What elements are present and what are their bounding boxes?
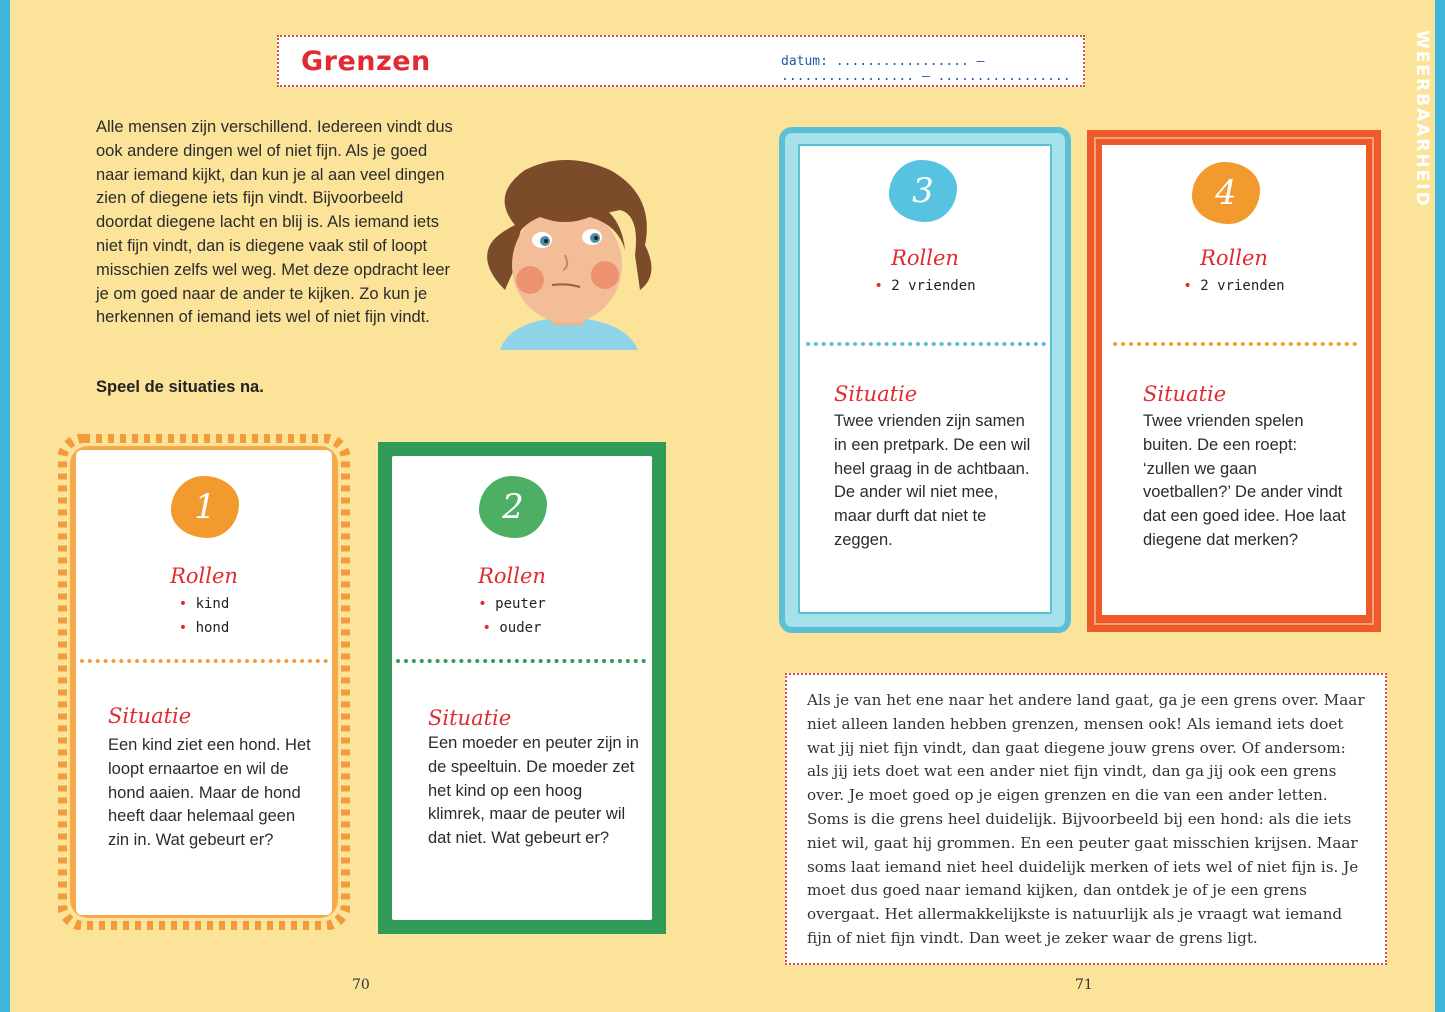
role-item: • hond [178,620,230,636]
section-side-label: WEERBAARHEID [1412,30,1432,208]
situatie-heading: Situatie [834,382,918,406]
left-page-edge [0,0,10,1012]
situatie-text: Twee vrienden zijn samen in een pretpark. De een wil heel graag in de achtbaan. De ander wil niet mee, maar durft dat niet te zeggen. [834,412,1031,549]
rollen-heading: Rollen [170,564,238,588]
situation-card-2 [376,440,668,936]
card-number-badge: 3 [889,160,957,222]
role-list [778,274,1072,298]
card-number-badge: 1 [171,476,239,538]
situatie-heading: Situatie [1143,382,1227,406]
right-page-edge [1435,0,1445,1012]
card-divider [1113,342,1357,346]
situation-card-4 [1085,128,1383,634]
situatie-heading: Situatie [108,704,192,728]
card-number-badge: 2 [479,476,547,538]
situatie-text: Twee vrienden spelen buiten. De een roept: ‘zullen we gaan voetballen?’ De ander vindt dat een goed idee. Hoe laat diegene dat merken? [1143,412,1346,549]
role-item: • 2 vrienden [1183,278,1285,294]
role-item: • ouder [482,620,542,636]
date-label: datum: [781,54,828,69]
page-number-right: 71 [1075,977,1093,993]
role-list [1085,274,1383,298]
situatie-text: Een moeder en peuter zijn in de speeltuin. De moeder zet het kind op een hoog klimrek, maar de peuter wil dat niet. Wat gebeurt er? [428,734,639,848]
child-face-illustration [470,155,665,355]
card-divider [80,659,328,663]
page-title: Grenzen [301,46,431,77]
title-bar [277,35,1085,87]
role-item: • kind [178,596,230,612]
date-field [781,54,1083,84]
situatie-text: Een kind ziet een hond. Het loopt ernaartoe en wil de hond aaien. Maar de hond heeft daar helemaal geen zin in. Wat gebeurt er? [108,736,311,850]
role-list [366,592,658,640]
info-box: Als je van het ene naar het andere land gaat, ga je een grens over. Maar niet alleen landen hebben grenzen, mensen ook! Als iemand iets doet wat jij niet fijn vindt, dan gaat diegene jouw grens over. Of andersom: als jij iets doet wat een ander niet fijn vindt, dan ga jij ook een grens over. Je moet goed op je eigen grenzen en die van een ander letten. Soms is die grens heel duidelijk. Bijvoorbeeld bij een hond: als die iets niet wil, gaat hij grommen. En een peuter gaat misschien krijsen. Maar soms laat iemand niet heel duidelijk merken of iets wel of niet fijn is. Je moet dus goed naar iemand kijken, dan ontdek je of je een grens overgaat. Het allermakkelijkste is natuurlijk als je vraagt wat iemand fijn of niet fijn vindt. Dan weet je zeker waar de grens ligt. [785,673,1387,965]
intro-text: Alle mensen zijn verschillend. Iedereen vindt dus ook andere dingen wel of niet fijn. Als je goed naar iemand kijkt, dan kun je al aan veel dingen zien of diegene iets fijn vindt. Bijvoorbeeld doordat diegene lacht en blij is. Als iemand iets niet fijn vindt, dan is diegene vaak stil of loopt misschien zelfs wel weg. Met deze opdracht leer je om goed naar de ander te kijken. Zo kun je herkennen of iemand iets wel of niet fijn vindt. [96,118,453,327]
instruction-text: Speel de situaties na. [96,378,264,396]
page-number-left: 70 [352,977,370,993]
card-divider [396,659,646,663]
date-blank: ................. – ................. – ................. [781,54,1071,84]
role-item: • peuter [478,596,546,612]
situation-card-1 [58,434,350,930]
card-number-badge: 4 [1192,162,1260,224]
role-list [58,592,350,640]
rollen-heading: Rollen [891,246,959,270]
situatie-heading: Situatie [428,706,512,730]
role-item: • 2 vrienden [874,278,976,294]
rollen-heading: Rollen [1200,246,1268,270]
situation-card-3 [778,126,1072,634]
card-divider [806,342,1046,346]
rollen-heading: Rollen [478,564,546,588]
